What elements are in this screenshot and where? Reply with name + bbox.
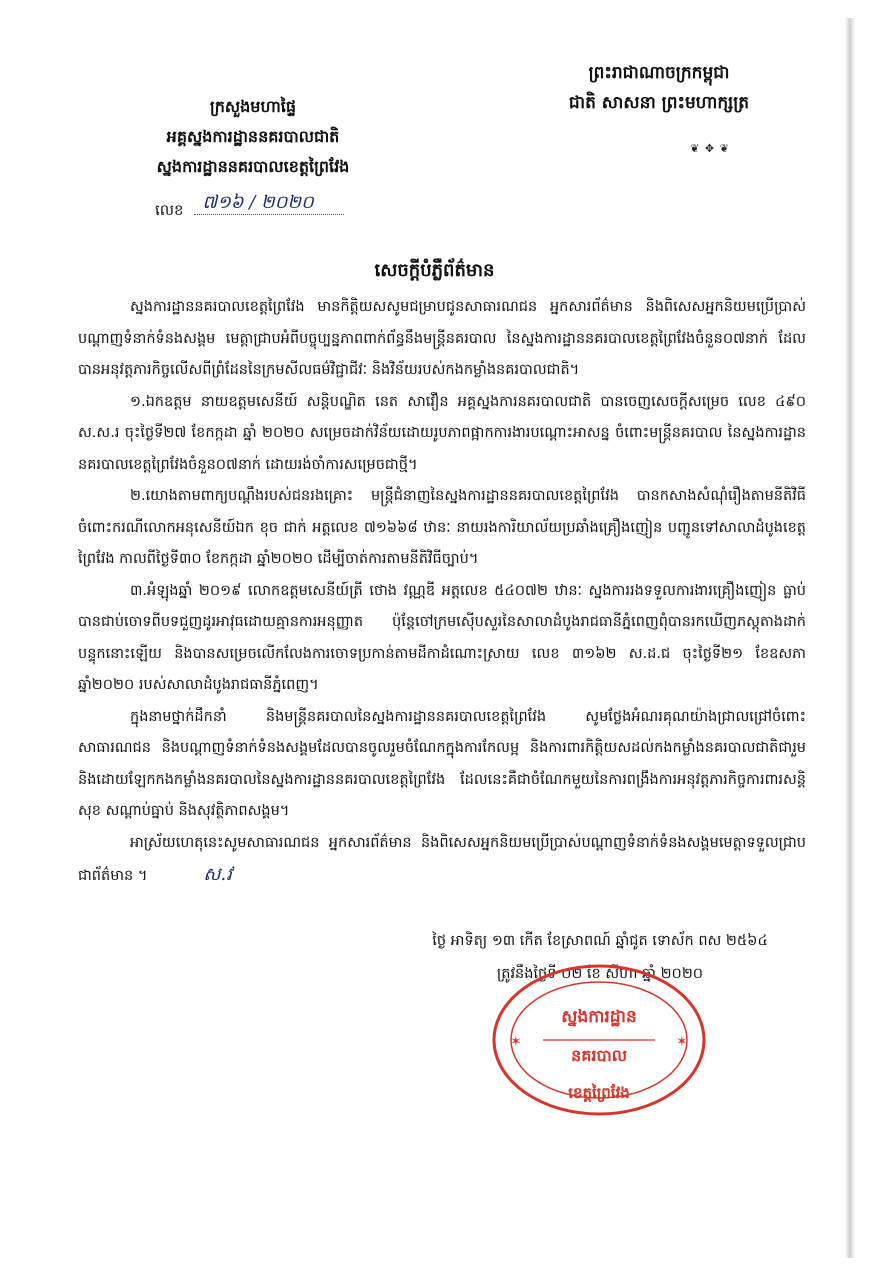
ref-label: លេខ <box>155 201 184 219</box>
paragraph-1: ១.ឯកឧត្តម នាយឧត្តមសេនីយ៍ សន្តិបណ្ឌិត នេត សាវឿន អគ្គស្នងការនគរបាលជាតិ បានចេញសេចក្ដីសម្រេច លេខ ៤៩០ ស.ស.រ ចុះថ្ងៃទី២៧ ខែកក្កដា ឆ្នាំ ២០២០ សម្រេចដាក់វិន័យដោយរូបភាពផ្អាកការងារបណ្ដោះអាសន្ន ចំពោះមន្ត្រីនគរបាល នៃស្នងការដ្ឋាននគរបាលខេត្តព្រៃវែងចំនួន០៧នាក់ ដោយរង់ចាំការសម្រេចជាថ្មី។ <box>78 393 806 473</box>
lunar-date: ថ្ងៃ អាទិត្យ ១៣ កើត ខែស្រាពណ៍ ឆ្នាំជូត ទោស័ក ពស ២៥៦៤ <box>432 933 768 949</box>
document-title: សេចក្ដីបំភ្លឺព័ត៌មាន <box>374 260 495 281</box>
ref-handwritten-number: ៧១៦ / ២០២០ <box>202 192 314 213</box>
seal-top-text: ស្នងការដ្ឋាន <box>561 1007 637 1027</box>
ministry-line-3: ស្នងការដ្ឋាននគរបាលខេត្តព្រៃវែង <box>156 157 350 176</box>
scan-edge <box>845 18 855 1258</box>
official-seal <box>488 960 710 1120</box>
handwritten-initials: ស.វ <box>203 864 232 885</box>
paragraph-intro: ស្នងការដ្ឋាននគរបាលខេត្តព្រៃវែង មានកិត្តិយសសូមជម្រាបជូនសាធារណជន អ្នកសារព័ត៌មាន និងពិសេសអ្នកនិយមប្រើប្រាស់បណ្ដាញទំនាក់ទំនងសង្គម មេត្តាជ្រាបអំពីបច្ចុប្បន្នភាពពាក់ព័ន្ធនឹងមន្ត្រីនគរបាល នៃស្នងការដ្ឋាននគរបាលខេត្តព្រៃវែងចំនួន០៧នាក់ ដែលបានអនុវត្តភារកិច្ចលើសពីព្រំដែននៃក្រមសីលធម៌វិជ្ជាជីវៈ និងវិន័យរបស់កងកម្លាំងនគរបាលជាតិ។ <box>78 299 806 378</box>
seal-star-left-icon: ✶ <box>510 1034 522 1050</box>
ornament-divider: ❦ ✥ ❦ <box>690 142 730 155</box>
seal-middle-text: នគរបាល <box>571 1046 627 1065</box>
paragraph-3: ៣.អំឡុងឆ្នាំ ២០១៩ លោកឧត្តមសេនីយ៍ត្រី ថោង វណ្ណឌី អត្តលេខ ៥៤០៧២ ឋានៈ ស្នងការរងទទួលការងារគ្រឿងញៀន ធ្លាប់បានជាប់ចោទពីបទជួញដូរអាវុធដោយគ្មានការអនុញ្ញាត ប៉ុន្តែចៅក្រមស៊ើបសួរនៃសាលាដំបូងរាជធានីភ្នំពេញពុំបានរកឃើញភស្តុតាងដាក់បន្ទុកនោះឡើយ និងបានសម្រេចលើកលែងការចោទប្រកាន់តាមដីកាដំណោះស្រាយ លេខ ៣១៦២ ស.ដ.ជ ចុះថ្ងៃទី២១ ខែឧសភា ឆ្នាំ២០២០ របស់សាលាដំបូងរាជធានីភ្នំពេញ។ <box>78 582 806 693</box>
ref-dotted-line <box>194 192 344 215</box>
solar-date: ត្រូវនឹងថ្ងៃទី ០២ ខែ សីហា ឆ្នាំ ២០២០ <box>496 966 704 982</box>
ministry-header <box>118 92 388 182</box>
ministry-line-2: អគ្គស្នងការដ្ឋាននគរបាលជាតិ <box>166 127 340 146</box>
paragraph-closing <box>78 828 806 893</box>
reference-number <box>155 192 344 223</box>
kingdom-line-2: ជាតិ សាសនា ព្រះមហាក្សត្រ <box>568 93 750 113</box>
paragraph-2: ២.យោងតាមពាក្យបណ្ដឹងរបស់ជនរងគ្រោះ មន្ត្រីជំនាញនៃស្នងការដ្ឋាននគរបាលខេត្តព្រៃវែង បានកសាងសំណុំរឿងតាមនីតិវិធីចំពោះករណីលោកអនុសេនីយ៍ឯក ខុច ជាក់ អត្តលេខ ៧១៦៦៨ ឋានៈ នាយរងការិយាល័យប្រឆាំងគ្រឿងញៀន បញ្ជូនទៅសាលាដំបូងខេត្តព្រៃវែង កាលពីថ្ងៃទី៣០ ខែកក្កដា ឆ្នាំ២០២០ ដើម្បីចាត់ការតាមនីតិវិធីច្បាប់។ <box>78 488 806 567</box>
seal-star-right-icon: ✶ <box>676 1034 688 1050</box>
seal-bottom-text: ខេត្តព្រៃវែង <box>568 1084 630 1102</box>
document-body <box>78 292 806 893</box>
ministry-line-1: ក្រសួងមហាផ្ទៃ <box>209 97 296 116</box>
paragraph-thanks: ក្នុងនាមថ្នាក់ដឹកនាំ និងមន្ត្រីនគរបាលនៃស្នងការដ្ឋាននគរបាលខេត្តព្រៃវែង សូមថ្លែងអំណរគុណយ៉ាងជ្រាលជ្រៅចំពោះសាធារណជន និងបណ្ដាញទំនាក់ទំនងសង្គមដែលបានចូលរួមចំណែកក្នុងការកែលម្អ និងការពារកិត្តិយសដល់កងកម្លាំងនគរបាលជាតិជារួម និងដោយឡែកកងកម្លាំងនគរបាលនៃស្នងការដ្ឋាននគរបាលខេត្តព្រៃវែង ដែលនេះគឺជាចំណែកមួយនៃការពង្រឹងការអនុវត្តភារកិច្ចការពារសន្តិសុខ សណ្ដាប់ធ្នាប់ និងសុវត្ថិភាពសង្គម។ <box>78 708 806 819</box>
kingdom-line-1: ព្រះរាជាណាចក្រកម្ពុជា <box>588 63 730 83</box>
kingdom-header <box>519 58 799 118</box>
closing-text: អាស្រ័យហេតុនេះសូមសាធារណជន អ្នកសារព័ត៌មាន និងពិសេសអ្នកនិយមប្រើប្រាស់បណ្ដាញទំនាក់ទំនងសង្គមមេត្តាទទួលជ្រាបជាព័ត៌មាន ។ <box>78 834 806 884</box>
